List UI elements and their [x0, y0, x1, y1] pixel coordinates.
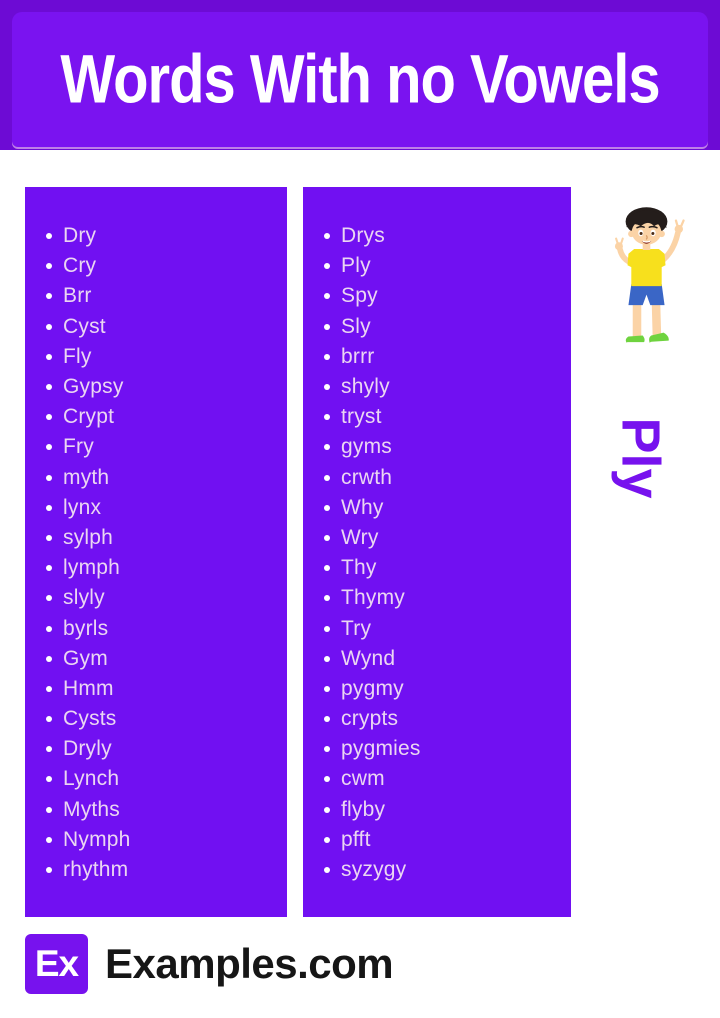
word-text: Ply: [341, 254, 371, 278]
word-item: [324, 432, 571, 462]
bullet-icon: [46, 867, 52, 873]
bullet-icon: [324, 535, 330, 541]
word-item: [324, 463, 571, 493]
word-text: Dry: [63, 224, 97, 248]
footer-brand: [25, 933, 393, 995]
word-text: sylph: [63, 525, 114, 549]
boy-pupil-left: [640, 232, 643, 235]
word-item: [46, 312, 287, 342]
word-item: [324, 523, 571, 553]
bullet-icon: [46, 595, 52, 601]
word-item: [324, 342, 571, 372]
boy-pupil-right: [651, 232, 654, 235]
vertical-label-wrap: [568, 400, 713, 515]
word-item: [46, 644, 287, 674]
word-text: byrls: [63, 616, 109, 640]
bullet-icon: [324, 475, 330, 481]
word-item: [46, 372, 287, 402]
word-text: Wry: [341, 525, 379, 549]
bullet-icon: [324, 867, 330, 873]
word-item: [46, 734, 287, 764]
word-item: [324, 704, 571, 734]
word-item: [46, 795, 287, 825]
bullet-icon: [324, 656, 330, 662]
word-text: syzygy: [341, 858, 407, 882]
word-text: Thy: [341, 556, 377, 580]
word-text: Gypsy: [63, 375, 124, 399]
word-text: Drys: [341, 224, 385, 248]
bullet-icon: [46, 656, 52, 662]
word-item: [324, 825, 571, 855]
word-text: Dryly: [63, 737, 112, 761]
examples-logo: Ex: [25, 934, 88, 994]
bullet-icon: [324, 595, 330, 601]
boy-legs: [637, 303, 657, 337]
bullet-icon: [324, 444, 330, 450]
word-item: [324, 312, 571, 342]
word-item: [324, 795, 571, 825]
word-text: slyly: [63, 586, 105, 610]
word-text: lymph: [63, 556, 121, 580]
bullet-icon: [46, 807, 52, 813]
word-text: lynx: [63, 495, 102, 519]
word-column-1: [25, 187, 287, 917]
word-item: [46, 281, 287, 311]
bullet-icon: [46, 354, 52, 360]
bullet-icon: [46, 535, 52, 541]
word-text: Spy: [341, 284, 378, 308]
bullet-icon: [324, 414, 330, 420]
bullet-icon: [324, 837, 330, 843]
bullet-icon: [46, 776, 52, 782]
word-item: [46, 553, 287, 583]
boy-ear-right: [658, 231, 664, 237]
word-text: crypts: [341, 707, 399, 731]
bullet-icon: [324, 384, 330, 390]
word-item: [324, 764, 571, 794]
word-item: [324, 613, 571, 643]
bullet-icon: [46, 837, 52, 843]
bullet-icon: [324, 324, 330, 330]
bullet-icon: [46, 505, 52, 511]
word-item: [46, 704, 287, 734]
bullet-icon: [324, 263, 330, 269]
word-item: [324, 372, 571, 402]
word-item: [324, 855, 571, 885]
word-text: flyby: [341, 797, 386, 821]
header-panel: [12, 12, 708, 147]
bullet-icon: [46, 324, 52, 330]
word-text: pfft: [341, 827, 371, 851]
word-item: [324, 553, 571, 583]
word-text: Cyst: [63, 314, 106, 338]
boy-arm-raised: [664, 233, 678, 260]
bullet-icon: [46, 746, 52, 752]
bullet-icon: [324, 716, 330, 722]
word-item: [46, 674, 287, 704]
word-item: [324, 281, 571, 311]
bullet-icon: [46, 626, 52, 632]
word-item: [46, 825, 287, 855]
word-text: Lynch: [63, 767, 120, 791]
word-item: [324, 251, 571, 281]
word-text: Hmm: [63, 676, 114, 700]
word-text: Brr: [63, 284, 92, 308]
word-text: Nymph: [63, 827, 131, 851]
bullet-icon: [324, 746, 330, 752]
bullet-icon: [46, 716, 52, 722]
word-list-2: [303, 221, 571, 885]
word-item: [46, 613, 287, 643]
bullet-icon: [46, 293, 52, 299]
word-item: [46, 523, 287, 553]
word-text: tryst: [341, 405, 382, 429]
word-item: [324, 402, 571, 432]
boy-shorts: [628, 284, 664, 305]
word-item: [46, 221, 287, 251]
boy-shirt: [628, 249, 666, 286]
bullet-icon: [324, 807, 330, 813]
boy-nose: [647, 236, 648, 239]
header-band: [0, 0, 720, 150]
word-text: Cysts: [63, 707, 117, 731]
word-text: Gym: [63, 646, 108, 670]
bullet-icon: [324, 626, 330, 632]
word-text: shyly: [341, 375, 390, 399]
word-item: [46, 764, 287, 794]
word-text: rhythm: [63, 858, 129, 882]
word-text: cwm: [341, 767, 385, 791]
word-item: [46, 855, 287, 885]
word-item: [324, 734, 571, 764]
word-text: brrr: [341, 344, 375, 368]
word-text: Thymy: [341, 586, 405, 610]
bullet-icon: [324, 776, 330, 782]
boy-waving-illustration: [599, 202, 694, 374]
bullet-icon: [324, 233, 330, 239]
word-item: [324, 674, 571, 704]
word-item: [324, 644, 571, 674]
bullet-icon: [46, 686, 52, 692]
bullet-icon: [324, 686, 330, 692]
bullet-icon: [46, 233, 52, 239]
bullet-icon: [46, 384, 52, 390]
page-title: Words With no Vowels: [60, 41, 660, 118]
bullet-icon: [46, 263, 52, 269]
word-item: [46, 342, 287, 372]
word-text: Sly: [341, 314, 371, 338]
word-item: [46, 432, 287, 462]
word-text: Fly: [63, 344, 92, 368]
word-text: pygmy: [341, 676, 404, 700]
vertical-word-label: Ply: [610, 416, 671, 499]
word-item: [46, 583, 287, 613]
word-item: [46, 493, 287, 523]
bullet-icon: [46, 444, 52, 450]
word-text: Cry: [63, 254, 97, 278]
word-text: Myths: [63, 797, 121, 821]
boy-sole-left: [626, 342, 647, 347]
bullet-icon: [46, 414, 52, 420]
bullet-icon: [324, 354, 330, 360]
boy-arm-bent: [620, 249, 629, 261]
word-text: myth: [63, 465, 110, 489]
bullet-icon: [324, 505, 330, 511]
bullet-icon: [46, 475, 52, 481]
word-item: [324, 221, 571, 251]
word-list-1: [25, 221, 287, 885]
word-text: Why: [341, 495, 384, 519]
boy-teeth: [643, 241, 650, 242]
word-item: [324, 583, 571, 613]
word-text: crwth: [341, 465, 393, 489]
word-column-2: [303, 187, 571, 917]
word-text: gyms: [341, 435, 392, 459]
bullet-icon: [324, 565, 330, 571]
word-text: Wynd: [341, 646, 396, 670]
word-item: [46, 402, 287, 432]
word-item: [324, 493, 571, 523]
word-item: [46, 463, 287, 493]
word-item: [46, 251, 287, 281]
word-text: pygmies: [341, 737, 421, 761]
bullet-icon: [46, 565, 52, 571]
boy-ear-left: [628, 231, 634, 237]
word-text: Crypt: [63, 405, 115, 429]
site-name: Examples.com: [105, 940, 394, 987]
word-text: Fry: [63, 435, 94, 459]
bullet-icon: [324, 293, 330, 299]
word-text: Try: [341, 616, 372, 640]
